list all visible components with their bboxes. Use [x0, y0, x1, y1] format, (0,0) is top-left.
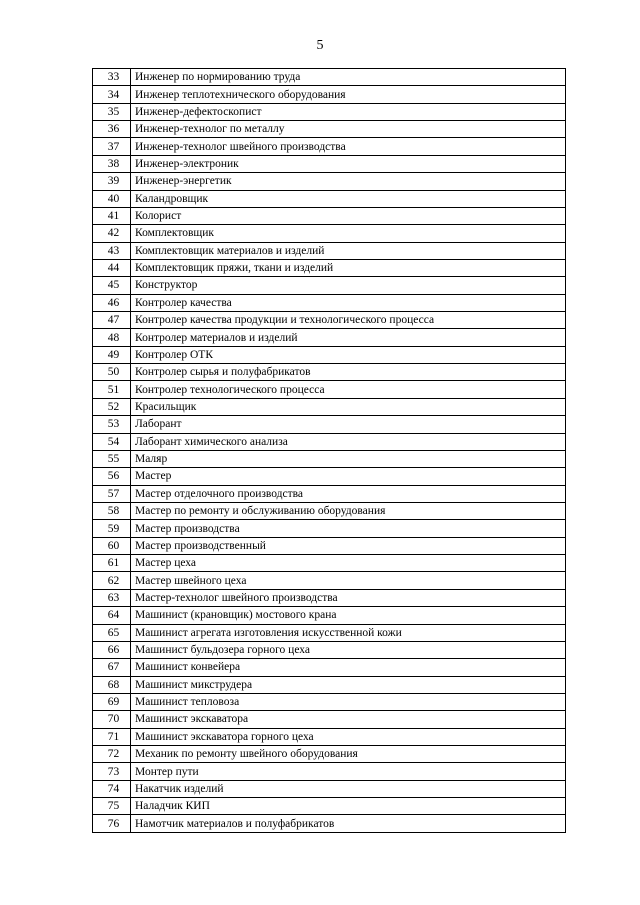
row-number: 62 [93, 572, 131, 589]
table-row [93, 138, 566, 155]
table-row [93, 155, 566, 172]
row-number: 40 [93, 190, 131, 207]
job-title: Инженер-дефектоскопист [131, 103, 566, 120]
table-row [93, 572, 566, 589]
table-row [93, 312, 566, 329]
table-row [93, 86, 566, 103]
table-row [93, 763, 566, 780]
job-title: Мастер [131, 468, 566, 485]
table-row [93, 242, 566, 259]
job-title: Мастер цеха [131, 555, 566, 572]
row-number: 71 [93, 728, 131, 745]
job-title: Машинист бульдозера горного цеха [131, 641, 566, 658]
row-number: 45 [93, 277, 131, 294]
row-number: 52 [93, 398, 131, 415]
row-number: 57 [93, 485, 131, 502]
table-row [93, 225, 566, 242]
job-title: Наладчик КИП [131, 798, 566, 815]
job-title: Инженер-энергетик [131, 173, 566, 190]
row-number: 55 [93, 450, 131, 467]
job-title: Намотчик материалов и полуфабрикатов [131, 815, 566, 832]
job-title: Машинист тепловоза [131, 693, 566, 710]
row-number: 70 [93, 711, 131, 728]
row-number: 44 [93, 259, 131, 276]
table-row [93, 450, 566, 467]
table-row [93, 346, 566, 363]
job-title: Контролер сырья и полуфабрикатов [131, 364, 566, 381]
job-title: Машинист экскаватора горного цеха [131, 728, 566, 745]
job-title: Монтер пути [131, 763, 566, 780]
table-row [93, 416, 566, 433]
row-number: 39 [93, 173, 131, 190]
row-number: 64 [93, 607, 131, 624]
table-row [93, 537, 566, 554]
table-row [93, 207, 566, 224]
profession-table [92, 68, 566, 833]
table-row [93, 277, 566, 294]
row-number: 65 [93, 624, 131, 641]
job-title: Контролер качества [131, 294, 566, 311]
job-title: Комплектовщик пряжи, ткани и изделий [131, 259, 566, 276]
table-row [93, 624, 566, 641]
table-row [93, 780, 566, 797]
job-title: Мастер-технолог швейного производства [131, 589, 566, 606]
table-row [93, 520, 566, 537]
table-row [93, 364, 566, 381]
row-number: 38 [93, 155, 131, 172]
table-row [93, 294, 566, 311]
job-title: Инженер-технолог по металлу [131, 121, 566, 138]
row-number: 67 [93, 659, 131, 676]
table-row [93, 190, 566, 207]
table-row [93, 329, 566, 346]
row-number: 53 [93, 416, 131, 433]
job-title: Механик по ремонту швейного оборудования [131, 746, 566, 763]
table-row [93, 746, 566, 763]
row-number: 59 [93, 520, 131, 537]
table-row [93, 121, 566, 138]
job-title: Мастер производственный [131, 537, 566, 554]
table-row [93, 798, 566, 815]
table-row [93, 433, 566, 450]
row-number: 42 [93, 225, 131, 242]
row-number: 41 [93, 207, 131, 224]
row-number: 74 [93, 780, 131, 797]
job-title: Контролер материалов и изделий [131, 329, 566, 346]
job-title: Мастер производства [131, 520, 566, 537]
job-title: Накатчик изделий [131, 780, 566, 797]
job-title: Мастер отделочного производства [131, 485, 566, 502]
row-number: 48 [93, 329, 131, 346]
job-title: Инженер-технолог швейного производства [131, 138, 566, 155]
row-number: 58 [93, 502, 131, 519]
job-title: Машинист экскаватора [131, 711, 566, 728]
row-number: 68 [93, 676, 131, 693]
table-row [93, 468, 566, 485]
page-number: 5 [316, 38, 324, 53]
row-number: 76 [93, 815, 131, 832]
row-number: 54 [93, 433, 131, 450]
row-number: 75 [93, 798, 131, 815]
job-title: Контролер ОТК [131, 346, 566, 363]
table-row [93, 728, 566, 745]
table-row [93, 641, 566, 658]
row-number: 37 [93, 138, 131, 155]
job-title: Маляр [131, 450, 566, 467]
row-number: 43 [93, 242, 131, 259]
table-row [93, 711, 566, 728]
row-number: 56 [93, 468, 131, 485]
row-number: 33 [93, 69, 131, 86]
row-number: 73 [93, 763, 131, 780]
job-title: Машинист микструдера [131, 676, 566, 693]
row-number: 60 [93, 537, 131, 554]
row-number: 46 [93, 294, 131, 311]
row-number: 61 [93, 555, 131, 572]
job-title: Инженер по нормированию труда [131, 69, 566, 86]
job-title: Комплектовщик [131, 225, 566, 242]
table-row [93, 103, 566, 120]
table-row [93, 485, 566, 502]
row-number: 72 [93, 746, 131, 763]
table-row [93, 555, 566, 572]
table-row [93, 502, 566, 519]
row-number: 50 [93, 364, 131, 381]
row-number: 63 [93, 589, 131, 606]
job-title: Мастер по ремонту и обслуживанию оборудования [131, 502, 566, 519]
table-row [93, 676, 566, 693]
row-number: 51 [93, 381, 131, 398]
row-number: 35 [93, 103, 131, 120]
row-number: 69 [93, 693, 131, 710]
row-number: 36 [93, 121, 131, 138]
job-title: Комплектовщик материалов и изделий [131, 242, 566, 259]
row-number: 34 [93, 86, 131, 103]
job-title: Машинист агрегата изготовления искусственной кожи [131, 624, 566, 641]
table-row [93, 69, 566, 86]
table-row [93, 173, 566, 190]
table-row [93, 381, 566, 398]
job-title: Конструктор [131, 277, 566, 294]
job-title: Контролер качества продукции и технологического процесса [131, 312, 566, 329]
job-title: Инженер теплотехнического оборудования [131, 86, 566, 103]
table-row [93, 693, 566, 710]
table-row [93, 259, 566, 276]
job-title: Контролер технологического процесса [131, 381, 566, 398]
job-title: Колорист [131, 207, 566, 224]
table-body [93, 69, 566, 833]
row-number: 47 [93, 312, 131, 329]
job-title: Лаборант [131, 416, 566, 433]
table-row [93, 815, 566, 832]
job-title: Каландровщик [131, 190, 566, 207]
table-row [93, 398, 566, 415]
job-title: Машинист конвейера [131, 659, 566, 676]
row-number: 66 [93, 641, 131, 658]
row-number: 49 [93, 346, 131, 363]
table-row [93, 589, 566, 606]
table-row [93, 607, 566, 624]
job-title: Красильщик [131, 398, 566, 415]
job-title: Машинист (крановщик) мостового крана [131, 607, 566, 624]
job-title: Лаборант химического анализа [131, 433, 566, 450]
table-row [93, 659, 566, 676]
job-title: Мастер швейного цеха [131, 572, 566, 589]
job-title: Инженер-электроник [131, 155, 566, 172]
